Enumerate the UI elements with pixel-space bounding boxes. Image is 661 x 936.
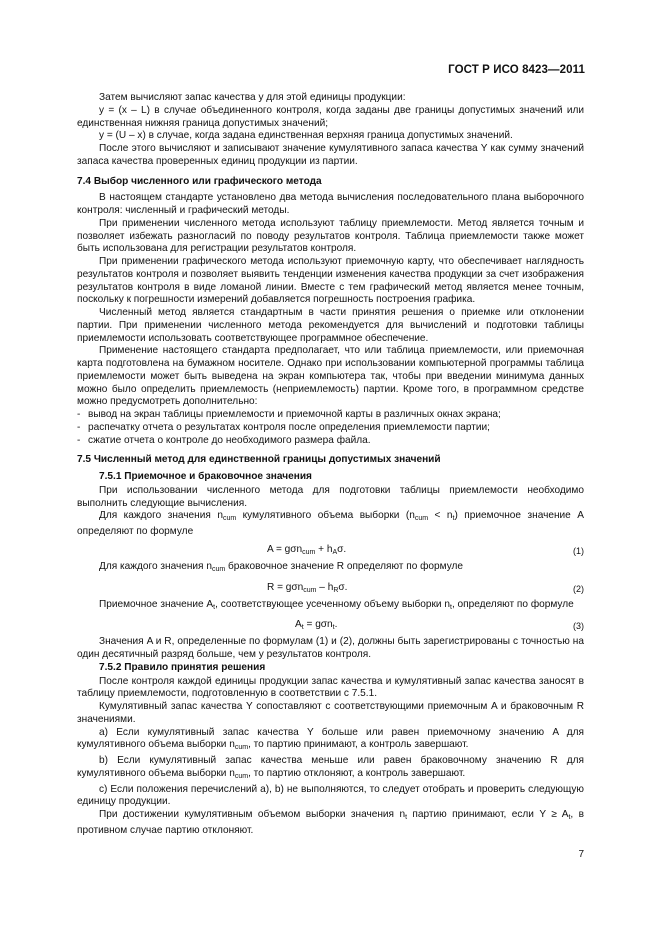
page-number: 7	[578, 849, 584, 860]
paragraph: При достижении кумулятивным объемом выборки значения $n_t$ партию принимают, если $Y \ge A_t$, в противном случае партию отклоняют.	[77, 809, 584, 836]
paragraph: y = (x – L) в случае объединенного контроля, когда заданы две границы допустимых значений или единственная нижняя граница допустимых значений;	[77, 104, 584, 129]
paragraph: В настоящем стандарте установлено два метода вычисления последовательного плана выборочного контроля: численный и графический методы.	[77, 192, 584, 216]
formula-1: $A = g\sigma n_{cum} + h_A\sigma$. (1)	[267, 543, 584, 556]
list-item-b: b) Если кумулятивный запас качества меньше или равен браковочному значению R для кумулятивного объема выборки $n_{cum}$, то партию отклоняют, а контроль завершают.	[77, 755, 584, 780]
section-heading-7-5: 7.5 Численный метод для единственной границы допустимых значений	[77, 454, 441, 466]
formula-3: $A_t = g\sigma n_t$. (3)	[295, 619, 584, 632]
paragraph: Кумулятивный запас качества Y сопоставляют с соответствующими приемочным A и браковочным R значениями.	[77, 701, 584, 725]
list-item-a: a) Если кумулятивный запас качества Y больше или равен приемочному значению A для кумулятивного объема выборки $n_{cum}$, то партию принимают, а контроль завершают.	[77, 726, 584, 752]
formula-number: (3)	[573, 621, 584, 632]
list-item: - вывод на экран таблицы приемлемости и приемочной карты в различных окнах экрана;	[77, 409, 501, 420]
paragraph: Для каждого значения $n_{cum}$ браковочное значение R определяют по формуле	[99, 560, 464, 573]
paragraph: При применении графического метода используют приемочную карту, что обеспечивает наглядность результатов контроля и позволяет выявить тенденции изменения качества продукции за счет изображения результатов контроля в виде ломаной линии. Вместе с тем графический метод является менее точным, поскольку к погрешности измерений добавляется погрешность построения графика.	[77, 256, 584, 306]
paragraph: Приемочное значение $A_t$, соответствующее усеченному объему выборки $n_t$, определяют по формуле	[99, 598, 574, 611]
formula-2: $R = g\sigma n_{cum} - h_R\sigma$. (2)	[267, 581, 584, 594]
paragraph: При применении численного метода используют таблицу приемлемости. Метод является точным и позволяет избежать разногласий по поводу результатов контроля. Таблица приемлемости также может быть использована для регистрации результатов контроля.	[77, 217, 584, 255]
paragraph: При использовании численного метода для подготовки таблицы приемлемости необходимо выполнить следующие вычисления.	[77, 484, 584, 509]
document-header: ГОСТ Р ИСО 8423—2011	[448, 64, 585, 76]
formula-number: (1)	[573, 545, 584, 556]
paragraph: Затем вычисляют запас качества y для этой единицы продукции:	[99, 92, 406, 103]
paragraph: Численный метод является стандартным в части принятия решения о приемке или отклонении партии. При применении численного метода рекомендуется для вычислений и подготовки таблицы приемлемости использовать соответствующее программное обеспечение.	[77, 307, 584, 344]
formula-number: (2)	[573, 583, 584, 594]
section-heading-7-4: 7.4 Выбор численного или графического метода	[77, 175, 322, 187]
subsection-heading-7-5-1: 7.5.1 Приемочное и браковочное значения	[99, 471, 312, 482]
list-item: - сжатие отчета о контроле до необходимого размера файла.	[77, 434, 371, 446]
list-item-c: c) Если положения перечислений a), b) не выполняются, то следует отобрать и проверить следующую единицу продукции.	[77, 783, 584, 808]
paragraph: После этого вычисляют и записывают значение кумулятивного запаса качества Y как сумму значений запаса качества проверенных единиц продукции из партии.	[77, 143, 584, 167]
document-body	[77, 92, 584, 838]
paragraph: Применение настоящего стандарта предполагает, что или таблица приемлемости, или приемочная карта подготовлена на бумажном носителе. Однако при использовании компьютерной программы таблица приемлемости может быть выведена на экран компьютера так, чтобы при введении минимума данных можно было определить приемлемость (неприемлемость) партии. Кроме того, в программном средстве можно предусмотреть дополнительно:	[77, 345, 584, 408]
subsection-heading-7-5-2: 7.5.2 Правило принятия решения	[99, 661, 266, 673]
paragraph: После контроля каждой единицы продукции запас качества и кумулятивный запас качества заносят в таблицу приемлемости, подготовленную в соответствии с 7.5.1.	[77, 675, 584, 700]
paragraph: y = (U – x) в случае, когда задана единственная верхняя граница допустимых значений.	[99, 130, 513, 142]
paragraph: Значения A и R, определенные по формулам (1) и (2), должны быть зарегистрированы с точностью на один десятичный разряд больше, чем у результатов контроля.	[77, 636, 584, 660]
list-item: - распечатку отчета о результатах контроля после определения приемлемости партии;	[77, 421, 490, 433]
paragraph: Для каждого значения $n_{cum}$ кумулятивного объема выборки $(n_{cum} < n_t)$ приемочное значение A определяют по формуле	[77, 510, 584, 537]
